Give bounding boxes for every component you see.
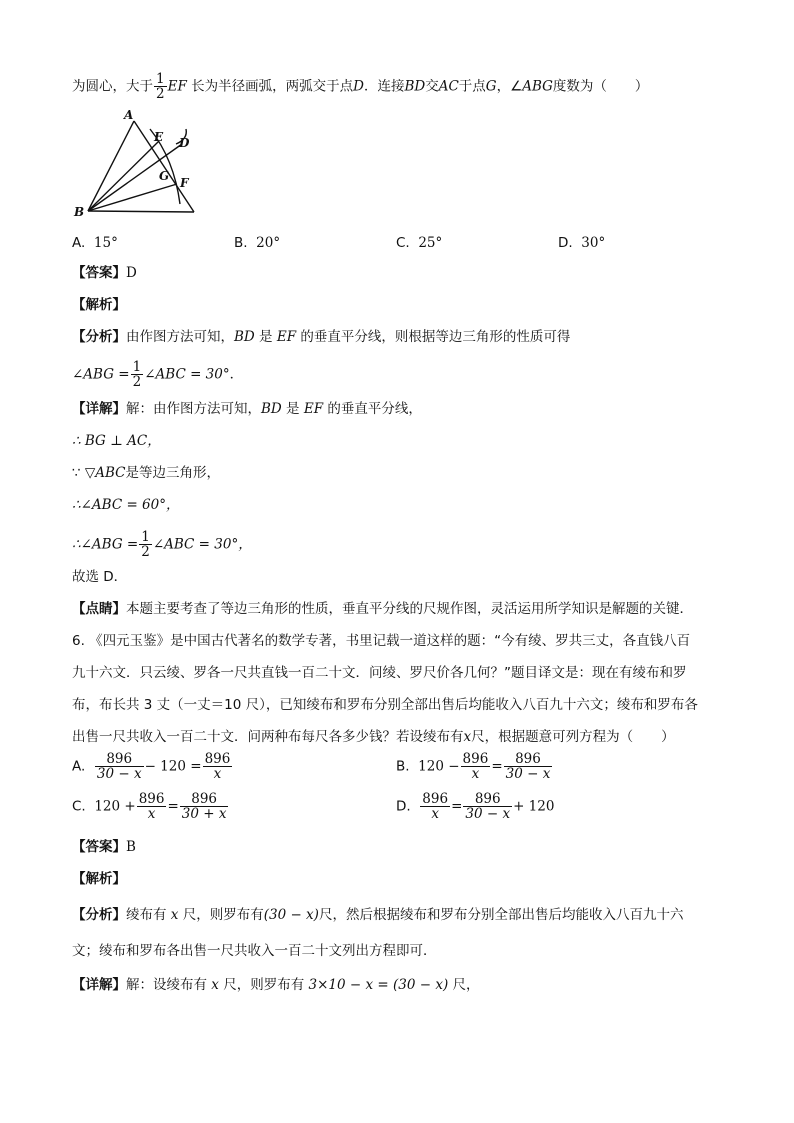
fraction [203, 752, 233, 781]
q6-fenxi-line2: 文；绫布和罗布各出售一尺共收入一百二十文列出方程即可． [72, 943, 437, 959]
segment-bd: BD [261, 401, 282, 417]
fraction-numerator: 896 [204, 751, 231, 767]
option-letter: C. [72, 798, 86, 815]
q5-stem-text: 长为半径画弧，两弧交于点 [191, 78, 354, 95]
xiangjie-text: 尺，则罗布有 [223, 977, 305, 993]
q6-line1: 6. 《四元玉鉴》是中国古代著名的数学专著，书里记载一道这样的题：“今有绫、罗共三丈，各直钱八百 [72, 633, 691, 649]
segment-bd: BD [404, 78, 426, 95]
xiangjie-text: 尺， [452, 977, 480, 993]
q5-eq1 [72, 360, 243, 389]
fraction-denominator: x [420, 806, 450, 821]
q6-fenxi [72, 906, 683, 924]
q6-line2: 九十六文．只云绫、罗各一尺共直钱一百二十文．问绫、罗尺价各几何？”题目译文是：现在有绫布和罗 [72, 665, 687, 681]
fraction-numerator: 896 [138, 791, 165, 807]
fraction-denominator: x [461, 766, 491, 781]
fraction [420, 792, 450, 821]
q5-dianjing [72, 600, 693, 618]
option-operator: 120 − [418, 758, 460, 775]
because-symbol: ∵ ▽ [72, 465, 96, 481]
option-letter: D. [396, 798, 411, 815]
q6-option-c[interactable] [72, 792, 229, 821]
half-fraction [154, 72, 167, 101]
q5-option-c[interactable] [396, 234, 442, 252]
q5-fenxi [72, 328, 570, 346]
option-value: 30° [581, 235, 606, 251]
q5-stem-text: 为圆心，大于 [72, 78, 153, 95]
fraction-numerator: 1 [156, 71, 165, 87]
label-f: F [180, 176, 189, 190]
label-a: A [124, 108, 134, 122]
dianjing-text: 本题主要考查了等边三角形的性质，垂直平分线的尺规作图，灵活运用所学知识是解题的关键． [126, 601, 693, 617]
variable-x: x [463, 729, 472, 745]
fraction-denominator: 30 − x [505, 766, 551, 782]
option-operator: − 120 = [144, 758, 202, 775]
fraction-numerator: 896 [462, 751, 489, 767]
q5-xiangjie [72, 400, 422, 418]
fraction-denominator: x [203, 766, 233, 781]
option-letter: C. [396, 235, 410, 251]
q5-step2 [72, 464, 220, 482]
q5-answer [72, 264, 137, 282]
q5-option-d[interactable] [558, 234, 605, 252]
step-text: 是等边三角形， [125, 465, 221, 481]
q5-step4 [72, 530, 252, 559]
variable-x: x [170, 907, 179, 923]
equation-end: ． [229, 366, 244, 383]
half-fraction [139, 530, 152, 559]
fraction-numerator: 896 [106, 751, 133, 767]
q6-text: ） [661, 729, 675, 745]
option-operator: = [167, 798, 179, 815]
segment-bc [88, 211, 194, 212]
label-b: B [74, 205, 85, 219]
q6-option-a[interactable] [72, 752, 233, 781]
answer-value: B [126, 839, 136, 855]
q6-text: 出售一尺共收入一百二十文．问两种布每尺各多少钱？若设绫布有 [72, 729, 464, 745]
q6-line3: 布，布长共 3 丈（一丈＝10 尺），已知绫布和罗布分别全部出售后均能收入八百九十六文；绫布和罗布各 [72, 697, 698, 713]
xiangjie-text: 是 [286, 401, 300, 417]
fenxi-text: 尺，然后根据绫布和罗布分别全部出售后均能收入八百九十六 [318, 907, 684, 923]
segment-ef: EF [167, 78, 187, 95]
fraction-numerator: 896 [191, 791, 218, 807]
fraction-denominator: 30 − x [465, 806, 511, 822]
expression: 3×10 − x = (30 − x) [308, 977, 449, 993]
q5-option-a[interactable] [72, 234, 118, 252]
fraction-numerator: 896 [422, 791, 449, 807]
q5-option-b[interactable] [234, 234, 280, 252]
q6-analysis-heading [72, 870, 126, 888]
q5-conclusion: 故选 D． [72, 569, 128, 585]
fenxi-text: 绫布有 [126, 907, 167, 923]
angle-abg: ABG [522, 78, 553, 95]
xiangjie-tag: 【详解】 [72, 401, 126, 417]
half-fraction [131, 360, 144, 389]
option-value: 15° [93, 235, 118, 251]
label-d: D [179, 136, 190, 150]
fraction [137, 792, 167, 821]
q5-stem-text: ．连接 [363, 78, 405, 95]
fenxi-text: 由作图方法可知， [126, 329, 234, 345]
fraction-numerator: 896 [515, 751, 541, 767]
q6-xiangjie [72, 976, 480, 994]
fraction-numerator: 1 [141, 529, 150, 545]
fenxi-tag: 【分析】 [72, 907, 126, 923]
option-letter: A. [72, 758, 86, 775]
option-letter: B. [396, 758, 410, 775]
q5-step1: ∴ BG ⊥ AC， [72, 433, 161, 449]
triangle-abc: ABC [95, 465, 126, 481]
option-operator: 120 + [94, 798, 136, 815]
q5-stem-text: ） [634, 78, 649, 95]
segment-ac: AC [438, 78, 459, 95]
q6-option-d[interactable] [396, 792, 554, 821]
fraction-denominator: 2 [156, 86, 165, 102]
option-letter: D. [558, 235, 573, 251]
fraction [504, 752, 553, 781]
fraction-denominator: 30 − x [96, 766, 142, 782]
q6-line4 [72, 728, 675, 746]
option-operator: + 120 [513, 798, 555, 815]
fraction-denominator: 2 [132, 374, 142, 390]
q6-option-b[interactable] [396, 752, 553, 781]
option-operator: = [491, 758, 503, 775]
fraction [463, 792, 512, 821]
segment-ef: EF [276, 329, 297, 345]
xiangjie-tag: 【详解】 [72, 977, 126, 993]
fenxi-text: 是 [259, 329, 273, 345]
option-letter: A. [72, 235, 86, 251]
equation-right: ∠ABC = 30° [144, 366, 230, 383]
answer-tag: 【答案】 [72, 265, 126, 281]
q5-stem [72, 72, 648, 101]
analysis-tag: 【解析】 [72, 297, 126, 313]
q5-analysis-heading [72, 296, 126, 314]
variable-x: x [211, 977, 219, 993]
fraction-numerator: 896 [474, 791, 501, 807]
q5-stem-text: 交 [425, 78, 439, 95]
q5-stem-text: 于点 [458, 78, 486, 95]
label-g: G [159, 169, 170, 183]
option-letter: B. [234, 235, 248, 251]
fraction [95, 752, 144, 781]
q5-figure [70, 104, 210, 222]
label-e: E [154, 130, 164, 144]
fraction-denominator: x [137, 806, 167, 821]
fraction-numerator: 1 [132, 359, 142, 375]
xiangjie-text: 解：由作图方法可知， [126, 401, 261, 417]
dianjing-tag: 【点睛】 [72, 601, 126, 617]
xiangjie-text: 解：设绫布有 [126, 977, 207, 993]
q5-stem-text: ，∠ [496, 78, 523, 95]
answer-tag: 【答案】 [72, 839, 126, 855]
fraction [461, 752, 491, 781]
point-g: G [485, 78, 497, 95]
analysis-tag: 【解析】 [72, 871, 126, 887]
segment-ac [134, 121, 194, 212]
fraction [180, 792, 229, 821]
equation-right: ∠ABC = 30°， [152, 536, 252, 553]
option-value: 25° [418, 235, 443, 251]
q6-answer [72, 838, 136, 856]
fenxi-tag: 【分析】 [72, 329, 126, 345]
segment-bd: BD [234, 329, 255, 345]
equation-left: ∴∠ABG = [72, 536, 139, 553]
option-operator: = [451, 798, 463, 815]
equation-left: ∠ABG = [72, 366, 130, 383]
option-value: 20° [256, 235, 281, 251]
fenxi-text: 的垂直平分线，则根据等边三角形的性质可得 [300, 329, 571, 345]
fraction-denominator: 30 + x [181, 806, 227, 822]
point-d: D [353, 78, 364, 95]
q6-text: 尺，根据题意可列方程为（ [471, 729, 634, 745]
fraction-denominator: 2 [141, 544, 150, 560]
answer-value: D [126, 265, 137, 281]
fenxi-text: 尺，则罗布有 [182, 907, 264, 923]
segment-ef: EF [303, 401, 324, 417]
xiangjie-text: 的垂直平分线， [327, 401, 422, 417]
segment-ba [88, 121, 134, 211]
expression: (30 − x) [263, 907, 319, 923]
q5-stem-text: 度数为（ [552, 78, 607, 95]
q5-step3: ∴∠ABC = 60°， [72, 497, 180, 513]
